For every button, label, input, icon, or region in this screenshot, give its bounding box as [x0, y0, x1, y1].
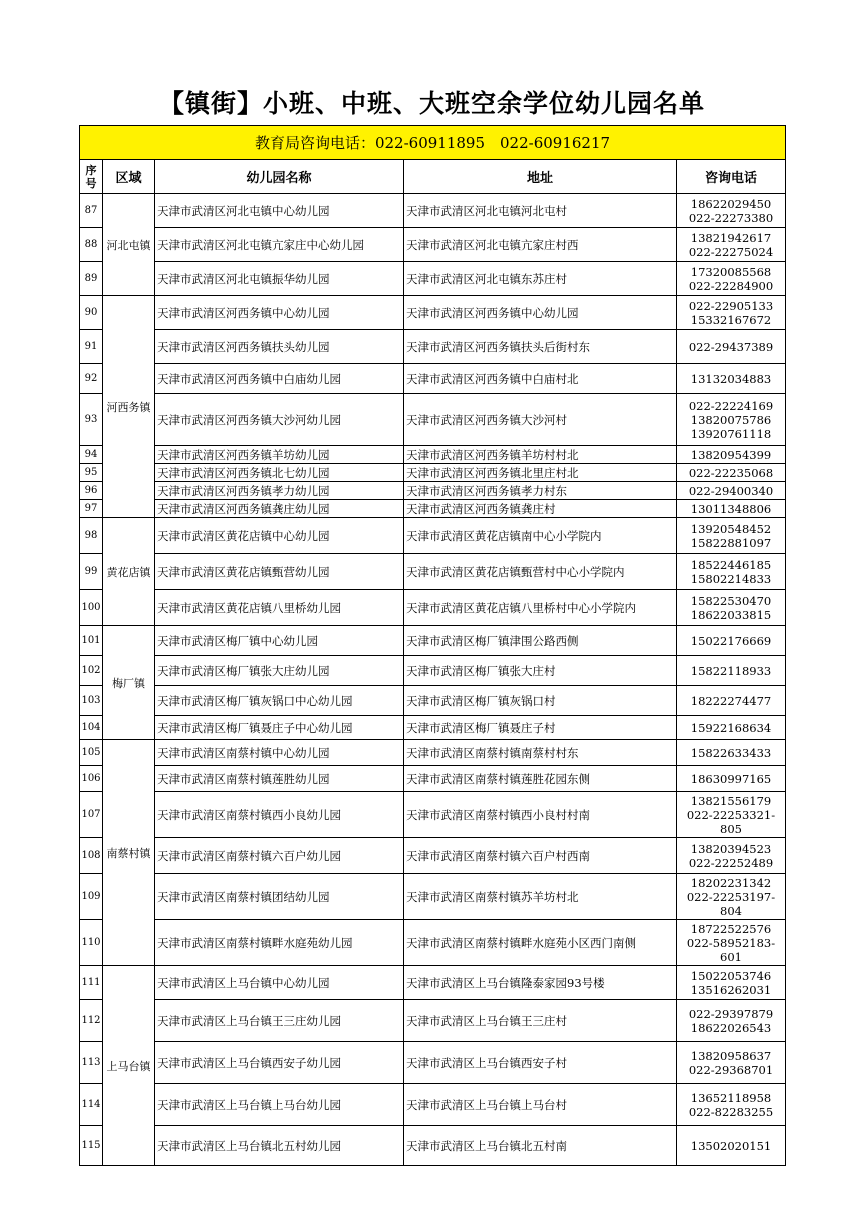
row-address: 天津市武清区河西务镇中心幼儿园: [404, 296, 677, 330]
phone-number: 022-22224169: [688, 398, 774, 413]
row-seq: 113: [80, 1042, 103, 1084]
page-title: 【镇街】小班、中班、大班空余学位幼儿园名单: [158, 89, 705, 118]
row-phone: [677, 554, 786, 590]
table-row: [80, 482, 786, 500]
row-phone: [677, 686, 786, 716]
row-seq: 88: [80, 228, 103, 262]
row-kindergarten-name: 天津市武清区上马台镇上马台幼儿园: [155, 1084, 404, 1126]
row-seq: 90: [80, 296, 103, 330]
table-row: [80, 1042, 786, 1084]
table-row: [80, 920, 786, 966]
row-address: 天津市武清区南蔡村镇南蔡村村东: [404, 740, 677, 766]
row-kindergarten-name: 天津市武清区黄花店镇甄营幼儿园: [155, 554, 404, 590]
row-kindergarten-name: 天津市武清区南蔡村镇中心幼儿园: [155, 740, 404, 766]
table-row: [80, 1126, 786, 1166]
row-seq: 99: [80, 554, 103, 590]
phone-number: 022-22275024: [688, 244, 774, 259]
table-row: [80, 228, 786, 262]
row-phone: [677, 482, 786, 500]
phone-number: 13821942617: [690, 230, 772, 245]
header-seq: [80, 160, 103, 194]
phone-number: 022-29437389: [688, 339, 774, 354]
row-kindergarten-name: 天津市武清区河西务镇中心幼儿园: [155, 296, 404, 330]
row-phone: [677, 874, 786, 920]
row-kindergarten-name: 天津市武清区黄花店镇中心幼儿园: [155, 518, 404, 554]
table-row: [80, 1084, 786, 1126]
row-kindergarten-name: 天津市武清区南蔡村镇六百户幼儿园: [155, 838, 404, 874]
phone-number: 022-58952183-601: [686, 935, 776, 964]
phone-number: 13820394523: [690, 841, 772, 856]
header-name: 幼儿园名称: [155, 160, 404, 194]
phone-number: 022-22253197-804: [686, 889, 776, 918]
row-seq: 106: [80, 766, 103, 792]
table-row: [80, 686, 786, 716]
row-seq: 91: [80, 330, 103, 364]
row-phone: [677, 500, 786, 518]
row-address: 天津市武清区河北屯镇东苏庄村: [404, 262, 677, 296]
phone-number: 15822633433: [690, 745, 772, 760]
table-row: [80, 500, 786, 518]
phone-number: 13502020151: [690, 1138, 772, 1153]
row-kindergarten-name: 天津市武清区梅厂镇聂庄子中心幼儿园: [155, 716, 404, 740]
row-address: 天津市武清区梅厂镇津围公路西侧: [404, 626, 677, 656]
row-address: 天津市武清区黄花店镇八里桥村中心小学院内: [404, 590, 677, 626]
phone-number: 022-22235068: [688, 465, 774, 480]
row-seq: 107: [80, 792, 103, 838]
phone-number: 18622033815: [690, 607, 772, 622]
row-kindergarten-name: 天津市武清区南蔡村镇团结幼儿园: [155, 874, 404, 920]
row-kindergarten-name: 天津市武清区南蔡村镇莲胜幼儿园: [155, 766, 404, 792]
phone-number: 13820954399: [690, 447, 772, 462]
phone-number: 18222274477: [690, 693, 772, 708]
row-kindergarten-name: 天津市武清区梅厂镇中心幼儿园: [155, 626, 404, 656]
phone-number: 18622029450: [690, 196, 772, 211]
row-seq: 105: [80, 740, 103, 766]
row-kindergarten-name: 天津市武清区河西务镇大沙河幼儿园: [155, 394, 404, 446]
row-address: 天津市武清区黄花店镇南中心小学院内: [404, 518, 677, 554]
header-phone: 咨询电话: [677, 160, 786, 194]
row-address: 天津市武清区上马台镇隆泰家园93号楼: [404, 966, 677, 1000]
row-address: 天津市武清区梅厂镇聂庄子村: [404, 716, 677, 740]
row-address: 天津市武清区河北屯镇亢家庄村西: [404, 228, 677, 262]
row-address: 天津市武清区河西务镇扶头后街村东: [404, 330, 677, 364]
row-kindergarten-name: 天津市武清区上马台镇王三庄幼儿园: [155, 1000, 404, 1042]
row-seq: 96: [80, 482, 103, 500]
row-address: 天津市武清区南蔡村镇六百户村西南: [404, 838, 677, 874]
phone-number: 15822530470: [690, 593, 772, 608]
row-seq: 103: [80, 686, 103, 716]
kindergarten-table: [79, 125, 786, 1166]
row-region: 河北屯镇: [103, 194, 155, 296]
phone-number: 18630997165: [690, 771, 772, 786]
row-address: 天津市武清区梅厂镇灰锅口村: [404, 686, 677, 716]
row-kindergarten-name: 天津市武清区南蔡村镇畔水庭苑幼儿园: [155, 920, 404, 966]
table-row: [80, 262, 786, 296]
row-phone: [677, 590, 786, 626]
phone-number: 13652118958: [690, 1090, 772, 1105]
hotline-text: 教育局咨询电话：022-60911895 022-60916217: [80, 126, 786, 160]
row-seq: 111: [80, 966, 103, 1000]
row-phone: [677, 194, 786, 228]
row-seq: 101: [80, 626, 103, 656]
row-seq: 98: [80, 518, 103, 554]
row-address: 天津市武清区南蔡村镇西小良村村南: [404, 792, 677, 838]
phone-number: 022-29397879: [688, 1006, 774, 1021]
row-address: 天津市武清区河西务镇羊坊村村北: [404, 446, 677, 464]
row-seq: 112: [80, 1000, 103, 1042]
row-phone: [677, 1000, 786, 1042]
row-seq: 102: [80, 656, 103, 686]
row-seq: 110: [80, 920, 103, 966]
row-address: 天津市武清区上马台镇上马台村: [404, 1084, 677, 1126]
row-kindergarten-name: 天津市武清区梅厂镇张大庄幼儿园: [155, 656, 404, 686]
row-seq: 100: [80, 590, 103, 626]
phone-number: 15822881097: [690, 535, 772, 550]
phone-number: 13132034883: [690, 371, 772, 386]
row-address: 天津市武清区河北屯镇河北屯村: [404, 194, 677, 228]
phone-number: 18722522576: [690, 921, 772, 936]
row-phone: [677, 656, 786, 686]
phone-number: 022-22253321-805: [686, 807, 776, 836]
row-region: 梅厂镇: [103, 626, 155, 740]
row-region: 上马台镇: [103, 966, 155, 1166]
row-seq: 93: [80, 394, 103, 446]
phone-number: 13820075786: [690, 412, 772, 427]
row-address: 天津市武清区河西务镇孝力村东: [404, 482, 677, 500]
phone-number: 022-22252489: [688, 855, 774, 870]
row-region: 南蔡村镇: [103, 740, 155, 966]
row-kindergarten-name: 天津市武清区上马台镇西安子幼儿园: [155, 1042, 404, 1084]
table-row: [80, 966, 786, 1000]
row-phone: [677, 966, 786, 1000]
phone-number: 15822118933: [690, 663, 772, 678]
phone-number: 15922168634: [690, 720, 772, 735]
table-row: [80, 766, 786, 792]
phone-number: 18622026543: [690, 1020, 772, 1035]
row-phone: [677, 330, 786, 364]
row-kindergarten-name: 天津市武清区南蔡村镇西小良幼儿园: [155, 792, 404, 838]
phone-number: 13516262031: [690, 982, 772, 997]
row-seq: 97: [80, 500, 103, 518]
row-kindergarten-name: 天津市武清区梅厂镇灰锅口中心幼儿园: [155, 686, 404, 716]
row-phone: [677, 766, 786, 792]
phone-number: 022-29368701: [688, 1062, 774, 1077]
row-address: 天津市武清区河西务镇中白庙村北: [404, 364, 677, 394]
table-row: [80, 296, 786, 330]
table-row: [80, 590, 786, 626]
row-seq: 114: [80, 1084, 103, 1126]
row-phone: [677, 1042, 786, 1084]
phone-number: 15022053746: [690, 968, 772, 983]
row-phone: [677, 394, 786, 446]
phone-number: 13011348806: [690, 501, 772, 516]
header-seq-line1: 序: [85, 163, 97, 177]
table-row: [80, 194, 786, 228]
row-address: 天津市武清区河西务镇大沙河村: [404, 394, 677, 446]
row-phone: [677, 792, 786, 838]
row-seq: 95: [80, 464, 103, 482]
phone-number: 022-22273380: [688, 210, 774, 225]
row-address: 天津市武清区梅厂镇张大庄村: [404, 656, 677, 686]
row-address: 天津市武清区河西务镇北里庄村北: [404, 464, 677, 482]
header-address: 地址: [404, 160, 677, 194]
row-kindergarten-name: 天津市武清区河西务镇中白庙幼儿园: [155, 364, 404, 394]
table-row: [80, 464, 786, 482]
table-row: [80, 554, 786, 590]
table-row: [80, 446, 786, 464]
row-kindergarten-name: 天津市武清区上马台镇中心幼儿园: [155, 966, 404, 1000]
row-kindergarten-name: 天津市武清区黄花店镇八里桥幼儿园: [155, 590, 404, 626]
phone-number: 15022176669: [690, 633, 772, 648]
row-region: 黄花店镇: [103, 518, 155, 626]
row-kindergarten-name: 天津市武清区河西务镇羊坊幼儿园: [155, 446, 404, 464]
row-seq: 115: [80, 1126, 103, 1166]
phone-number: 022-29400340: [688, 483, 774, 498]
row-phone: [677, 228, 786, 262]
table-row: [80, 656, 786, 686]
table-row: [80, 874, 786, 920]
phone-number: 15332167672: [690, 312, 772, 327]
row-phone: [677, 626, 786, 656]
row-seq: 87: [80, 194, 103, 228]
row-address: 天津市武清区上马台镇西安子村: [404, 1042, 677, 1084]
table-row: [80, 518, 786, 554]
row-phone: [677, 740, 786, 766]
phone-number: 13820958637: [690, 1048, 772, 1063]
hotline-banner: [80, 126, 786, 160]
row-phone: [677, 446, 786, 464]
row-kindergarten-name: 天津市武清区河西务镇孝力幼儿园: [155, 482, 404, 500]
row-kindergarten-name: 天津市武清区河西务镇北七幼儿园: [155, 464, 404, 482]
header-region: 区域: [103, 160, 155, 194]
phone-number: 13920761118: [690, 426, 772, 441]
row-phone: [677, 838, 786, 874]
row-kindergarten-name: 天津市武清区河北屯镇中心幼儿园: [155, 194, 404, 228]
phone-number: 18522446185: [690, 557, 772, 572]
row-address: 天津市武清区南蔡村镇苏羊坊村北: [404, 874, 677, 920]
phone-number: 13920548452: [690, 521, 772, 536]
row-seq: 92: [80, 364, 103, 394]
row-phone: [677, 920, 786, 966]
row-address: 天津市武清区南蔡村镇畔水庭苑小区西门南侧: [404, 920, 677, 966]
row-kindergarten-name: 天津市武清区河西务镇龚庄幼儿园: [155, 500, 404, 518]
row-address: 天津市武清区上马台镇北五村南: [404, 1126, 677, 1166]
row-kindergarten-name: 天津市武清区河北屯镇振华幼儿园: [155, 262, 404, 296]
table-row: [80, 330, 786, 364]
row-phone: [677, 296, 786, 330]
row-region: 河西务镇: [103, 296, 155, 518]
row-seq: 108: [80, 838, 103, 874]
table-row: [80, 1000, 786, 1042]
row-phone: [677, 518, 786, 554]
table-row: [80, 626, 786, 656]
phone-number: 17320085568: [690, 264, 772, 279]
row-seq: 94: [80, 446, 103, 464]
row-kindergarten-name: 天津市武清区上马台镇北五村幼儿园: [155, 1126, 404, 1166]
row-address: 天津市武清区河西务镇龚庄村: [404, 500, 677, 518]
row-phone: [677, 464, 786, 482]
row-phone: [677, 1126, 786, 1166]
header-row: [80, 160, 786, 194]
phone-number: 18202231342: [690, 875, 772, 890]
row-seq: 89: [80, 262, 103, 296]
row-address: 天津市武清区上马台镇王三庄村: [404, 1000, 677, 1042]
phone-number: 022-22905133: [688, 298, 774, 313]
row-seq: 109: [80, 874, 103, 920]
row-phone: [677, 1084, 786, 1126]
row-phone: [677, 262, 786, 296]
row-address: 天津市武清区南蔡村镇莲胜花园东侧: [404, 766, 677, 792]
row-kindergarten-name: 天津市武清区河北屯镇亢家庄中心幼儿园: [155, 228, 404, 262]
table-row: [80, 740, 786, 766]
table-row: [80, 364, 786, 394]
table-row: [80, 838, 786, 874]
row-kindergarten-name: 天津市武清区河西务镇扶头幼儿园: [155, 330, 404, 364]
table-row: [80, 792, 786, 838]
row-seq: 104: [80, 716, 103, 740]
header-seq-line2: 号: [85, 176, 97, 190]
row-address: 天津市武清区黄花店镇甄营村中心小学院内: [404, 554, 677, 590]
table-row: [80, 394, 786, 446]
table-row: [80, 716, 786, 740]
phone-number: 022-22284900: [688, 278, 774, 293]
phone-number: 15802214833: [690, 571, 772, 586]
phone-number: 13821556179: [690, 793, 772, 808]
row-phone: [677, 364, 786, 394]
phone-number: 022-82283255: [688, 1104, 774, 1119]
row-phone: [677, 716, 786, 740]
